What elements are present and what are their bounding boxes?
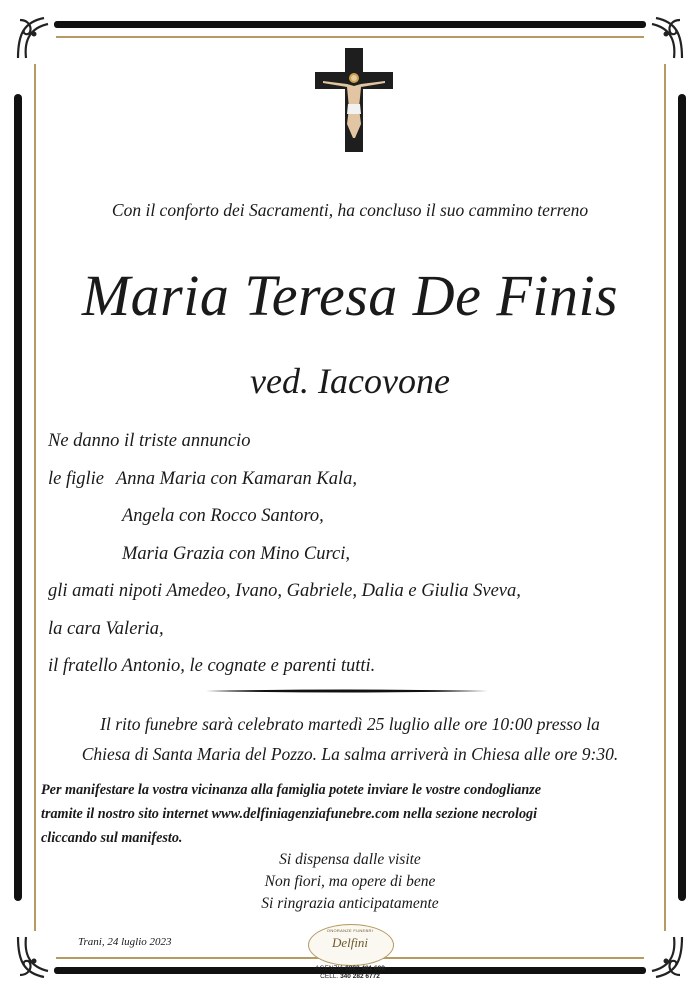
funeral-rite [0,709,700,769]
corner-ornament-icon [638,14,686,62]
notice-line: cliccando sul manifesto. [41,830,183,846]
logo-agency-phone: AGENZIA 0883 481 608 [315,965,385,972]
corner-ornament-icon [14,14,62,62]
corner-ornament-icon [638,933,686,981]
family-announcement [48,428,668,691]
agency-logo [302,924,398,986]
family-line: la cara Valeria, [48,618,164,639]
widow-of: ved. Iacovone [250,361,450,401]
notice-line: Per manifestare la vostra vicinanza alla famiglia potete inviare le vostre condoglianze [41,782,542,798]
frame-top-bar [54,21,646,28]
family-line: Maria Grazia con Mino Curci, [122,543,350,564]
notice-line: tramite il nostro sito internet www.delfiniagenziafunebre.com nella sezione necrologi [41,806,538,822]
family-line-rest: Anna Maria con Kamaran Kala, [116,468,358,489]
rite-line: Il rito funebre sarà celebrato martedì 25 luglio alle ore 10:00 presso la [100,714,600,734]
family-line: gli amati nipoti Amedeo, Ivano, Gabriele, Dalia e Giulia Sveva, [48,581,521,601]
condolence-notice [41,778,666,850]
divider [206,689,488,693]
corner-ornament-icon [14,933,62,981]
closing-line: Si ringrazia anticipatamente [261,895,439,912]
family-line: Angela con Rocco Santoro, [122,506,324,526]
logo-subtitle: ONORANZE FUNEBRI [326,928,374,933]
logo-brand: Delfini [331,935,369,950]
family-line [48,466,668,504]
intro-text: Con il conforto dei Sacramenti, ha concluso il suo cammino terreno [111,200,589,220]
frame-gold-left [34,64,36,931]
family-line: Ne danno il triste annuncio [48,431,251,451]
closing-line: Si dispensa dalle visite [279,851,421,868]
frame-gold-top [56,36,644,38]
crucifix-icon [315,48,393,152]
family-line-prefix: le figlie [48,468,104,489]
deceased-name: Maria Teresa De Finis [81,263,619,328]
rite-line: Chiesa di Santa Maria del Pozzo. La salma arriverà in Chiesa alle ore 9:30. [81,744,619,764]
family-line: il fratello Antonio, le cognate e parenti tutti. [48,656,376,676]
date-place: Trani, 24 luglio 2023 [78,936,172,948]
logo-cell-phone: CELL. 340 282 6772 [320,973,380,980]
closing-notes [0,849,700,915]
closing-line: Non fiori, ma opere di bene [264,873,436,890]
